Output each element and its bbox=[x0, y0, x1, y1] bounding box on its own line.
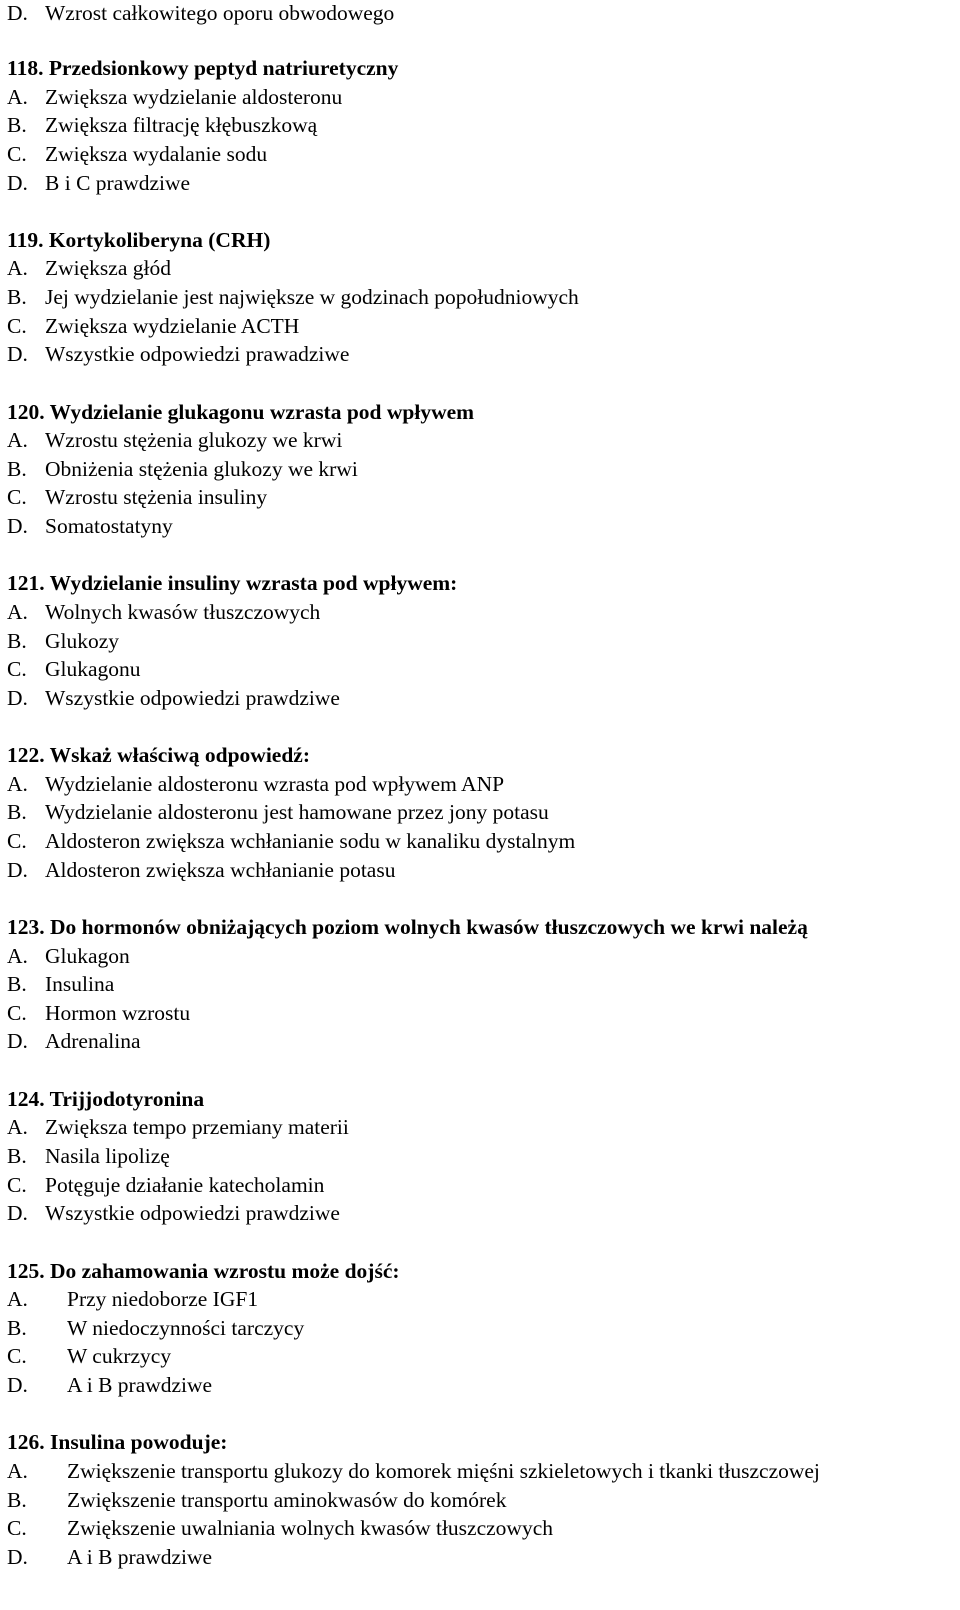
option-text: Wydzielanie aldosteronu wzrasta pod wpływem ANP bbox=[45, 771, 505, 796]
question-title: 125. Do zahamowania wzrostu może dojść: bbox=[7, 1258, 400, 1283]
question-title: 124. Trijjodotyronina bbox=[7, 1086, 205, 1111]
answer-option bbox=[7, 943, 130, 969]
answer-option bbox=[7, 1544, 212, 1570]
answer-option bbox=[7, 341, 349, 367]
answer-option bbox=[7, 484, 267, 510]
answer-option bbox=[7, 1143, 170, 1169]
option-letter: A. bbox=[7, 771, 28, 796]
answer-option bbox=[7, 1028, 141, 1054]
answer-option bbox=[7, 513, 173, 539]
option-text: Glukagon bbox=[45, 943, 130, 968]
option-text: Obniżenia stężenia glukozy we krwi bbox=[45, 456, 358, 481]
option-text: A i B prawdziwe bbox=[67, 1544, 213, 1569]
option-letter: B. bbox=[7, 1487, 27, 1512]
answer-option bbox=[7, 170, 190, 196]
answer-option bbox=[7, 0, 394, 26]
option-letter: A. bbox=[7, 256, 28, 281]
answer-option bbox=[7, 656, 141, 682]
answer-option bbox=[7, 799, 549, 825]
option-letter: D. bbox=[7, 1029, 28, 1054]
option-text: Wszystkie odpowiedzi prawdziwe bbox=[45, 685, 340, 710]
answer-option bbox=[7, 828, 575, 854]
answer-option bbox=[7, 857, 395, 883]
option-text: Hormon wzrostu bbox=[45, 1000, 191, 1025]
option-letter: B. bbox=[7, 113, 27, 138]
answer-option bbox=[7, 599, 320, 625]
option-text: Zwiększa filtrację kłębuszkową bbox=[45, 113, 318, 138]
option-text: Zwiększenie transportu aminokwasów do komórek bbox=[67, 1487, 507, 1512]
question-title: 123. Do hormonów obniżających poziom wolnych kwasów tłuszczowych we krwi należą bbox=[7, 914, 808, 939]
option-text: Wydzielanie aldosteronu jest hamowane przez jony potasu bbox=[45, 800, 549, 825]
option-text: Insulina bbox=[45, 972, 115, 997]
answer-option bbox=[7, 1372, 212, 1398]
option-letter: D. bbox=[7, 342, 28, 367]
option-letter: A. bbox=[7, 600, 28, 624]
answer-option bbox=[7, 84, 342, 110]
answer-option bbox=[7, 284, 579, 310]
option-letter: A. bbox=[7, 1458, 28, 1483]
option-letter: B. bbox=[7, 972, 27, 997]
option-text: Zwiększa wydalanie sodu bbox=[45, 141, 268, 166]
option-letter: A. bbox=[7, 84, 28, 109]
option-text: Nasila lipolizę bbox=[45, 1143, 170, 1168]
option-letter: C. bbox=[7, 485, 27, 510]
option-text: Somatostatyny bbox=[45, 514, 173, 539]
option-letter: D. bbox=[7, 685, 28, 710]
option-letter: C. bbox=[7, 1516, 27, 1541]
question-title: 121. Wydzielanie insuliny wzrasta pod wpływem: bbox=[7, 571, 458, 596]
option-letter: C. bbox=[7, 657, 27, 682]
option-text: Zwiększenie transportu glukozy do komorek mięśni szkieletowych i tkanki tłuszczowej bbox=[67, 1458, 820, 1483]
option-text: Wszystkie odpowiedzi prawadziwe bbox=[45, 342, 350, 367]
answer-option bbox=[7, 141, 267, 167]
option-text: Wszystkie odpowiedzi prawdziwe bbox=[45, 1201, 340, 1226]
answer-option bbox=[7, 112, 317, 138]
option-text: Wolnych kwasów tłuszczowych bbox=[45, 600, 321, 624]
option-letter: D. bbox=[7, 170, 28, 195]
option-text: Zwiększenie uwalniania wolnych kwasów tłuszczowych bbox=[67, 1516, 553, 1541]
option-text: Zwiększa tempo przemiany materii bbox=[45, 1115, 349, 1140]
option-text: W cukrzycy bbox=[67, 1344, 172, 1369]
answer-option bbox=[7, 456, 358, 482]
answer-option bbox=[7, 1114, 349, 1140]
option-text: Wzrostu stężenia insuliny bbox=[45, 485, 268, 510]
answer-option bbox=[7, 313, 299, 339]
answer-option bbox=[7, 1487, 506, 1513]
answer-option bbox=[7, 771, 504, 797]
answer-option bbox=[7, 427, 342, 453]
option-text: Glukozy bbox=[45, 628, 120, 653]
answer-option bbox=[7, 1286, 258, 1312]
answer-option bbox=[7, 1343, 171, 1369]
option-text: Zwiększa wydzielanie ACTH bbox=[45, 313, 300, 338]
answer-option bbox=[7, 1172, 324, 1198]
option-letter: C. bbox=[7, 141, 27, 166]
option-letter: C. bbox=[7, 313, 27, 338]
option-letter: B. bbox=[7, 1143, 27, 1168]
option-letter: B. bbox=[7, 628, 27, 653]
option-letter: A. bbox=[7, 1115, 28, 1140]
option-text: Jej wydzielanie jest największe w godzinach popołudniowych bbox=[45, 285, 579, 309]
option-letter: A. bbox=[7, 1287, 28, 1312]
question-title: 126. Insulina powoduje: bbox=[7, 1430, 228, 1455]
option-letter: C. bbox=[7, 1172, 27, 1197]
option-letter: B. bbox=[7, 1315, 27, 1340]
option-letter: B. bbox=[7, 285, 27, 309]
option-text: Przy niedoborze IGF1 bbox=[67, 1287, 259, 1312]
option-letter: C. bbox=[7, 1344, 27, 1369]
question-title: 119. Kortykoliberyna (CRH) bbox=[7, 227, 271, 252]
answer-option bbox=[7, 255, 171, 281]
answer-option bbox=[7, 971, 114, 997]
answer-option bbox=[7, 685, 340, 711]
option-text: Wzrost całkowitego oporu obwodowego bbox=[45, 1, 395, 25]
option-letter: A. bbox=[7, 428, 28, 453]
option-text: Zwiększa wydzielanie aldosteronu bbox=[45, 84, 343, 109]
option-text: Wzrostu stężenia glukozy we krwi bbox=[45, 428, 343, 453]
option-letter: D. bbox=[7, 1201, 28, 1226]
answer-option bbox=[7, 1315, 304, 1341]
option-letter: C. bbox=[7, 1000, 27, 1025]
answer-option bbox=[7, 628, 119, 654]
option-letter: D. bbox=[7, 857, 28, 882]
answer-option bbox=[7, 1000, 190, 1026]
answer-option bbox=[7, 1200, 340, 1226]
answer-option bbox=[7, 1515, 553, 1541]
option-letter: D. bbox=[7, 1544, 28, 1569]
option-letter: B. bbox=[7, 456, 27, 481]
option-text: Zwiększa głód bbox=[45, 256, 171, 281]
option-letter: B. bbox=[7, 800, 27, 825]
option-text: A i B prawdziwe bbox=[67, 1373, 213, 1397]
answer-option bbox=[7, 1458, 820, 1484]
question-title: 118. Przedsionkowy peptyd natriuretyczny bbox=[7, 56, 399, 80]
option-text: Glukagonu bbox=[45, 657, 141, 682]
option-letter: D. bbox=[7, 1373, 28, 1397]
option-letter: D. bbox=[7, 1, 28, 25]
option-text: Potęguje działanie katecholamin bbox=[45, 1172, 325, 1197]
question-title: 120. Wydzielanie glukagonu wzrasta pod wpływem bbox=[7, 399, 475, 424]
option-text: Aldosteron zwiększa wchłanianie sodu w kanaliku dystalnym bbox=[45, 829, 576, 853]
option-letter: D. bbox=[7, 514, 28, 539]
question-title: 122. Wskaż właściwą odpowiedź: bbox=[7, 743, 311, 768]
option-letter: A. bbox=[7, 943, 28, 968]
option-text: W niedoczynności tarczycy bbox=[67, 1315, 305, 1340]
option-text: B i C prawdziwe bbox=[45, 170, 191, 195]
option-text: Aldosteron zwiększa wchłanianie potasu bbox=[45, 857, 396, 882]
option-text: Adrenalina bbox=[45, 1029, 141, 1054]
option-letter: C. bbox=[7, 829, 27, 853]
